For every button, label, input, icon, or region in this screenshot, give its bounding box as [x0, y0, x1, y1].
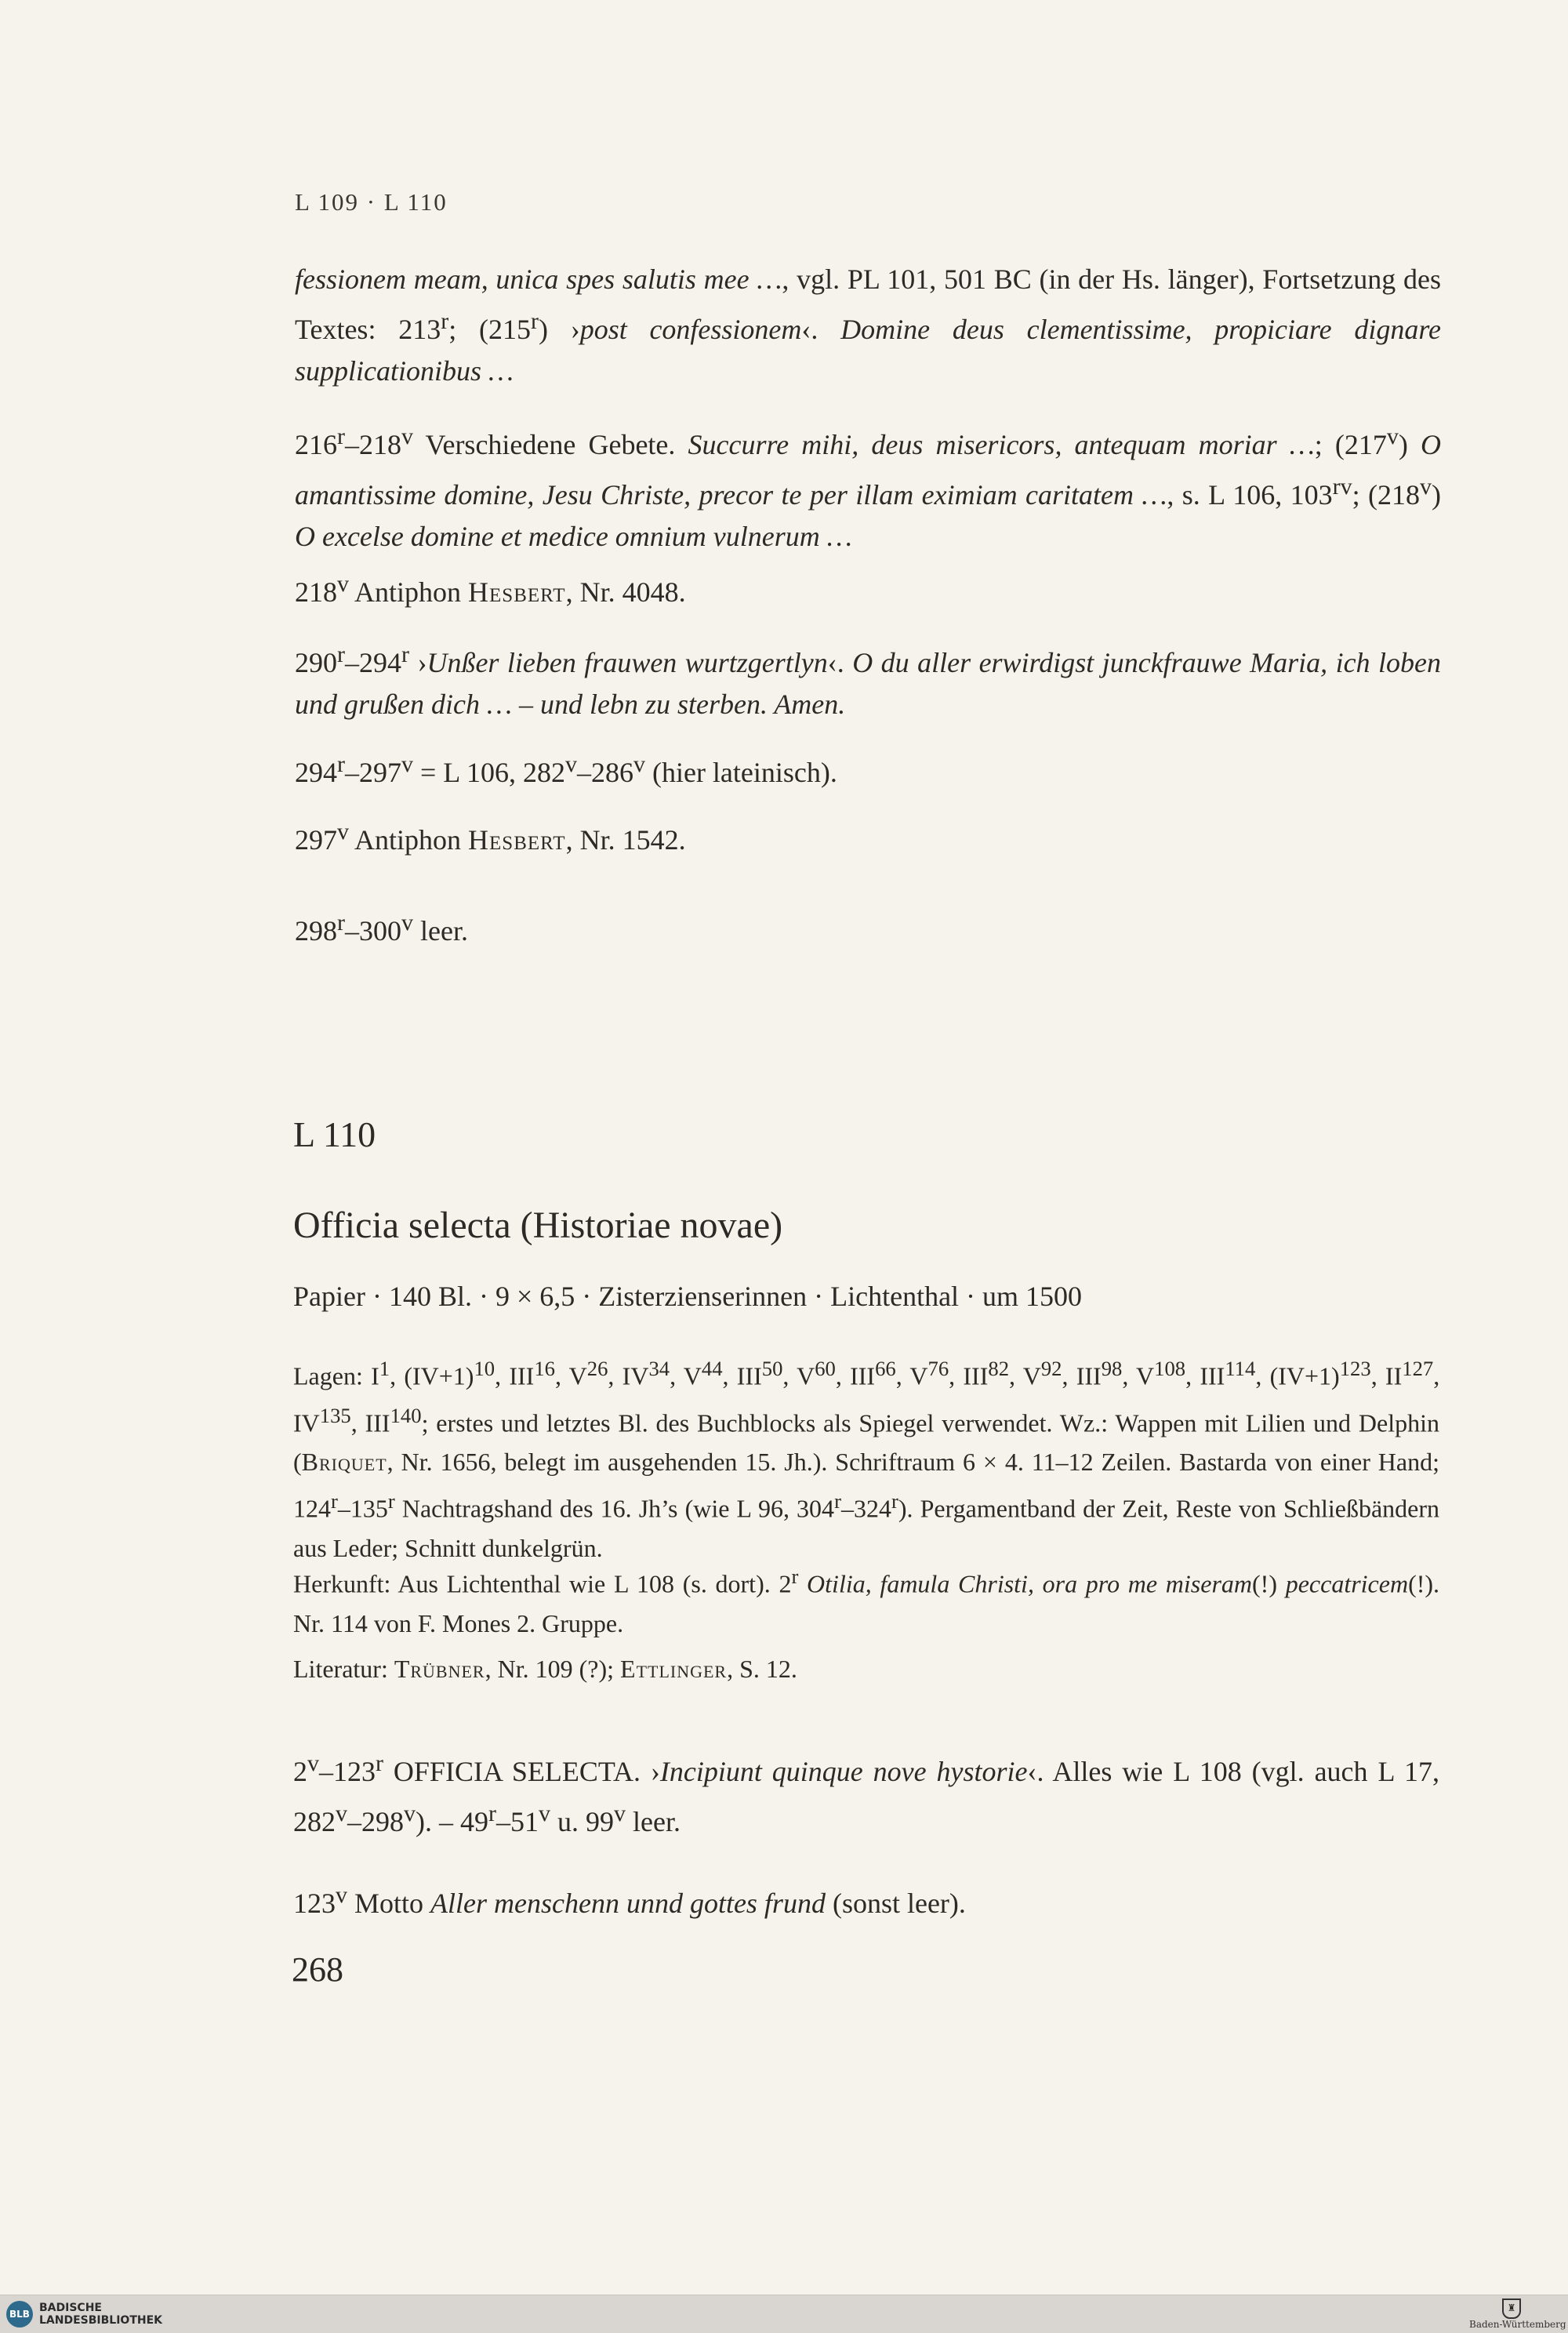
- section-signature: L 110: [293, 1114, 376, 1154]
- literatur-paragraph: Literatur: Trübner, Nr. 109 (?); Ettlinger, S. 12.: [293, 1655, 797, 1683]
- viewer-footer: [0, 2295, 1568, 2333]
- motto-entry: 123$^v$ Motto Aller menschenn unnd gottes frund (sonst leer).: [293, 1882, 966, 1919]
- running-header: L 109 · L 110: [295, 188, 448, 216]
- entry-216-218: 216$^r$–218$^v$ Verschiedene Gebete. Succurre mihi, deus misericors, antequam moriar …; (217$^v$) O amantissime domine, Jesu Christe, precor te per illam eximiam caritatem …, s. L 106, $103^{rv}$; (218$^v$) O excelse domine et medice omnium vulnerum …: [295, 423, 1441, 552]
- officia-entry: 2$^v$–123$^r$ OFFICIA SELECTA. ›Incipiunt quinque nove hystorie‹. Alles wie L 108 (vgl. auch L 17, 282$^v$–298$^v$). – 49$^r$–51$^v$ u. 99$^v$ leer.: [293, 1750, 1440, 1837]
- section-meta: Papier · 140 Bl. · 9 × 6,5 · Zisterzienserinnen · Lichtenthal · um 1500: [293, 1281, 1083, 1312]
- entry-298-300: 298$^r$–300$^v$ leer.: [295, 910, 468, 947]
- entry-fessionem: fessionem meam, unica spes salutis mee …, vgl. PL 101, 501 BC (in der Hs. länger), Fortsetzung des Textes: 213$^r$; (215$^r$) ›post confessionem‹. Domine deus clementissime, propiciare dignare supplicationibus …: [295, 263, 1442, 387]
- lagen-paragraph: Lagen: $I^1$, $(IV+1)^{10}$, III$^{16}$, $V^{26}$, IV$^{34}$, $V^{44}$, III$^{50}$, $V^{60}$, III$^{66}$, $V^{76}$, III$^{82}$, $V^{92}$, III$^{98}$, $V^{108}$, III$^{114}$, $(IV+1)^{123}$, II$^{127}$, IV$^{135}$, III$^{140}$; erstes und letztes Bl. des Buchblocks als Spiegel verwendet. Wz.: Wappen mit Lilien und Delphin (Briquet, Nr. 1656, belegt im ausgehenden 15. Jh.). Schriftraum 6 × 4. 11–12 Zeilen. Bastarda von einer Hand; 124$^r$–135$^r$ Nachtragshand des 16. Jh’s (wie L 96, 304$^r$–324$^r$). Pergamentband der Zeit, Reste von Schließbändern aus Leder; Schnitt dunkelgrün.: [293, 1357, 1440, 1562]
- entry-294-297: $294^r-297^v = L$ 106, 282$^v$–286$^v$ (hier lateinisch).: [295, 751, 837, 788]
- section-title: Officia selecta (Historiae novae): [293, 1205, 783, 1246]
- page-number: 268: [292, 1950, 343, 1989]
- crest-icon: ♜: [1502, 2298, 1521, 2319]
- herkunft-paragraph: Herkunft: Aus Lichtenthal wie L 108 (s. dort). 2$^r$ Otilia, famula Christi, ora pro me miseram(!) peccatricem(!). Nr. 114 von F. Mones 2. Gruppe.: [293, 1564, 1440, 1637]
- region-label: Baden-Württemberg: [1469, 2319, 1566, 2330]
- library-name[interactable]: BADISCHE LANDESBIBLIOTHEK: [39, 2302, 163, 2327]
- entry-218-antiphon: 218$^v$ Antiphon Hesbert, Nr. 4048.: [295, 571, 686, 608]
- entry-290-294: 290$^r$–294$^r$ ›Unßer lieben frauwen wurtzgertlyn‹. O du aller erwirdigst junckfrauwe Maria, ich loben und grußen dich … – und lebn zu sterben. Amen.: [295, 641, 1441, 720]
- entry-297-antiphon: 297$^v$ Antiphon Hesbert, Nr. 1542.: [295, 819, 686, 856]
- blb-logo-icon[interactable]: BLB: [6, 2301, 33, 2328]
